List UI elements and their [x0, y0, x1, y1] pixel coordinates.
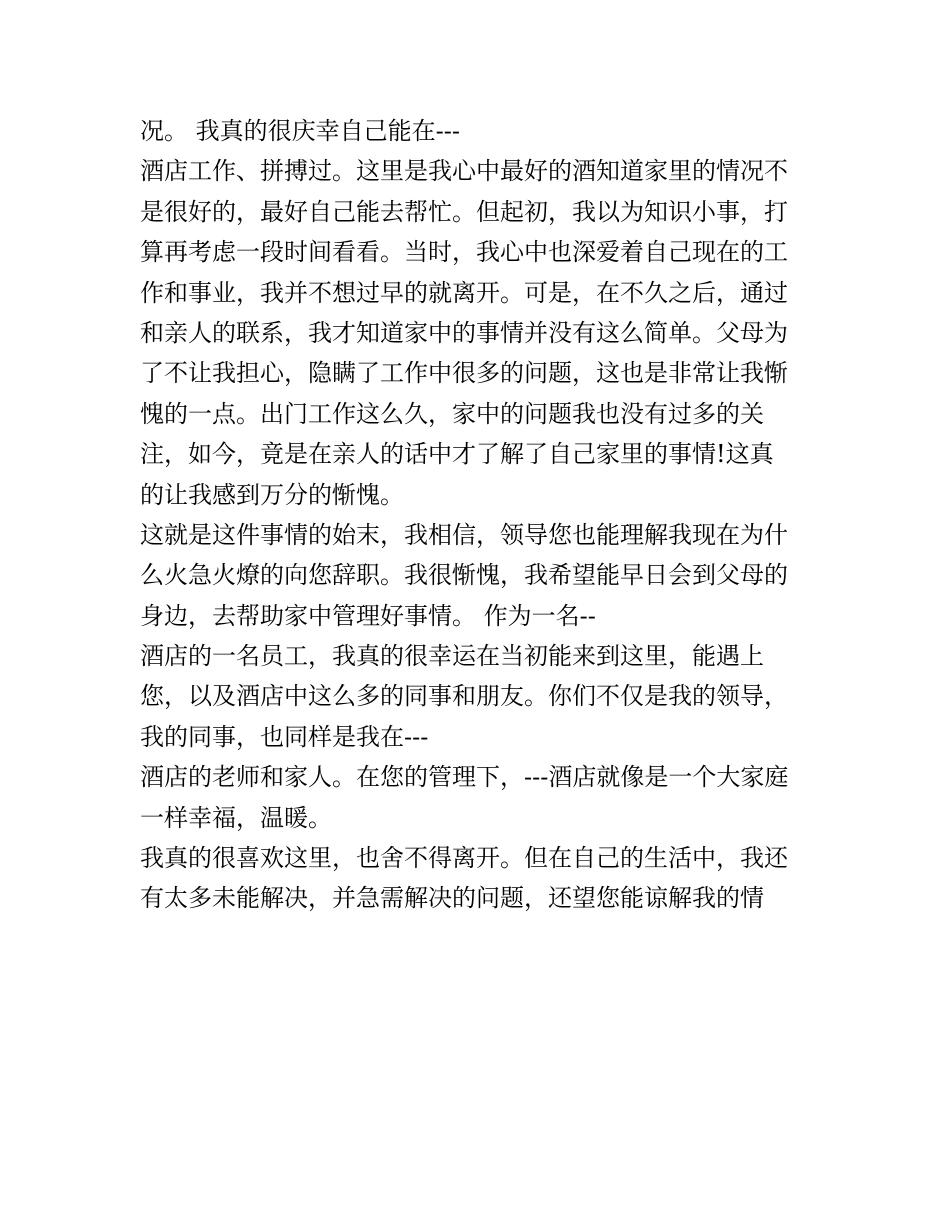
text-line-1: 况。 我真的很庆幸自己能在--- — [140, 117, 460, 145]
text-line-8: 愧的一点。出门工作这么久，家中的问题我也没有过多的关 — [140, 399, 764, 428]
text-line-12: 么火急火燎的向您辞职。我很惭愧，我希望能早日会到父母的 — [140, 561, 788, 590]
text-line-18: 一样幸福，温暖。 — [140, 803, 332, 832]
document-body — [140, 111, 830, 919]
text-line-11: 这就是这件事情的始末，我相信，领导您也能理解我现在为什 — [140, 520, 788, 549]
text-line-5: 作和事业，我并不想过早的就离开。可是，在不久之后，通过 — [140, 278, 788, 307]
text-line-19: 我真的很喜欢这里，也舍不得离开。但在自己的生活中，我还 — [140, 844, 788, 873]
text-line-14: 酒店的一名员工，我真的很幸运在当初能来到这里，能遇上 — [140, 642, 764, 671]
text-line-15: 您，以及酒店中这么多的同事和朋友。你们不仅是我的领导， — [140, 682, 788, 711]
text-line-16: 我的同事，也同样是我在--- — [140, 722, 429, 751]
text-line-13: 身边，去帮助家中管理好事情。 作为一名-- — [140, 601, 596, 630]
text-line-9: 注，如今，竟是在亲人的话中才了解了自己家里的事情!这真 — [140, 440, 774, 469]
text-line-3: 是很好的，最好自己能去帮忙。但起初，我以为知识小事，打 — [140, 197, 788, 226]
text-line-6: 和亲人的联系，我才知道家中的事情并没有这么简单。父母为 — [140, 318, 788, 347]
text-line-20: 有太多未能解决，并急需解决的问题，还望您能谅解我的情 — [140, 884, 764, 913]
text-line-2: 酒店工作、拼搏过。这里是我心中最好的酒知道家里的情况不 — [140, 157, 788, 186]
text-line-10: 的让我感到万分的惭愧。 — [140, 480, 404, 509]
text-line-4: 算再考虑一段时间看看。当时，我心中也深爱着自己现在的工 — [140, 238, 788, 267]
text-line-7: 了不让我担心，隐瞒了工作中很多的问题，这也是非常让我惭 — [140, 359, 788, 388]
text-line-17: 酒店的老师和家人。在您的管理下，---酒店就像是一个大家庭 — [140, 763, 789, 792]
